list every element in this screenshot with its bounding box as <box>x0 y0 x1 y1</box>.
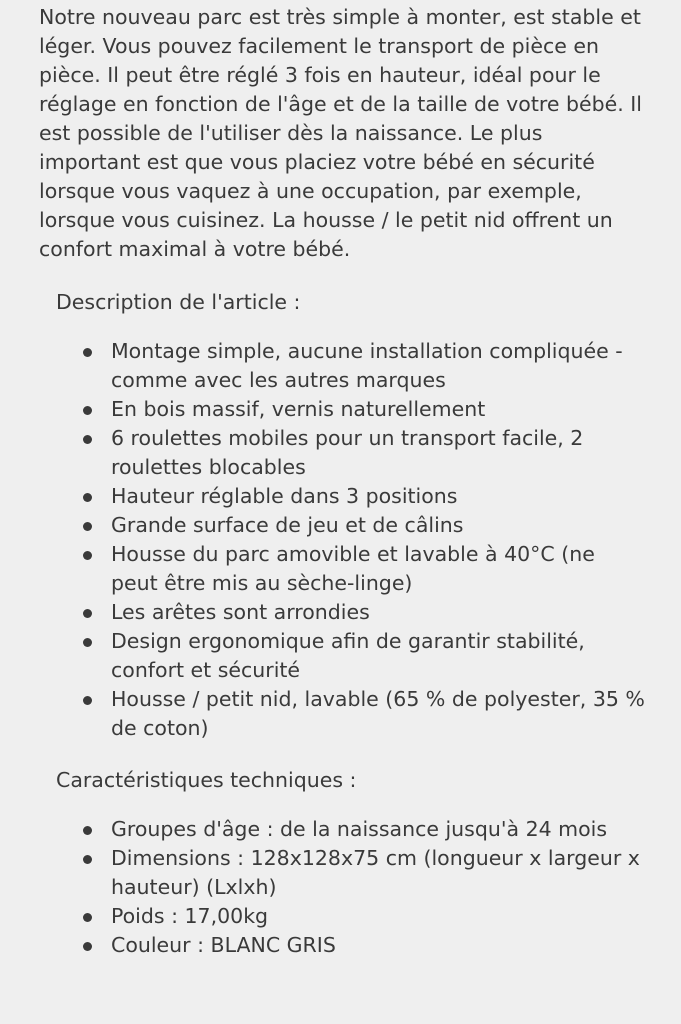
list-item: 6 roulettes mobiles pour un transport facile, 2 roulettes blocables <box>56 424 646 482</box>
intro-paragraph: Notre nouveau parc est très simple à monter, est stable et léger. Vous pouvez facilement le transport de pièce en pièce. Il peut être réglé 3 fois en hauteur, idéal pour le réglage en fonction de l'âge et de la taille de votre bébé. Il est possible de l'utiliser dès la naissance. Le plus important est que vous placiez votre bébé en sécurité lorsque vous vaquez à une occupation, par exemple, lorsque vous cuisinez. La housse / le petit nid offrent un confort maximal à votre bébé. <box>39 5 642 261</box>
description-heading: Description de l'article : <box>56 290 301 314</box>
list-item: Design ergonomique afin de garantir stabilité, confort et sécurité <box>56 627 646 685</box>
list-item: Couleur : BLANC GRIS <box>56 931 646 960</box>
list-item: Poids : 17,00kg <box>56 902 646 931</box>
list-item: Housse / petit nid, lavable (65 % de polyester, 35 % de coton) <box>56 685 646 743</box>
list-item: En bois massif, vernis naturellement <box>56 395 646 424</box>
list-item: Hauteur réglable dans 3 positions <box>56 482 646 511</box>
list-item: Les arêtes sont arrondies <box>56 598 646 627</box>
list-item: Groupes d'âge : de la naissance jusqu'à 24 mois <box>56 815 646 844</box>
technical-list <box>56 815 646 960</box>
list-item: Housse du parc amovible et lavable à 40°C (ne peut être mis au sèche-linge) <box>56 540 646 598</box>
list-item: Dimensions : 128x128x75 cm (longueur x largeur x hauteur) (Lxlxh) <box>56 844 646 902</box>
technical-heading: Caractéristiques techniques : <box>56 768 357 792</box>
description-list <box>56 337 646 743</box>
list-item: Grande surface de jeu et de câlins <box>56 511 646 540</box>
list-item: Montage simple, aucune installation compliquée - comme avec les autres marques <box>56 337 646 395</box>
